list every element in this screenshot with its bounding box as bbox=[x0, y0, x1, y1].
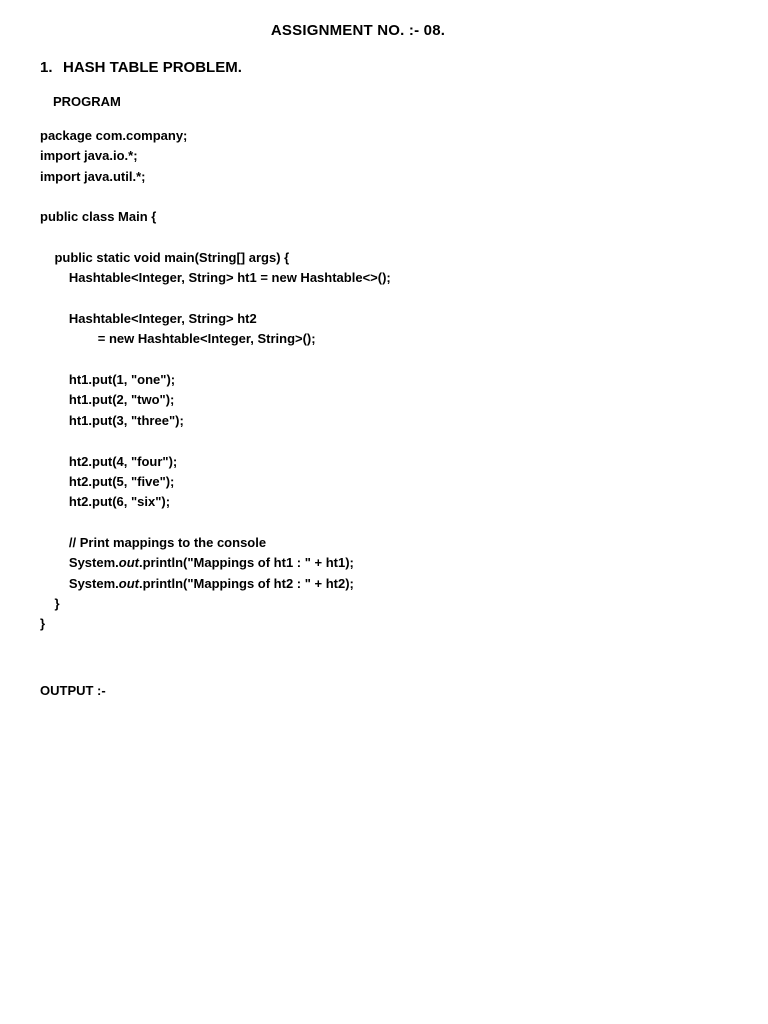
code-line: System.out.println("Mappings of ht2 : " + ht2); bbox=[40, 575, 354, 591]
code-line: ht1.put(1, "one"); bbox=[40, 372, 176, 388]
code-block bbox=[40, 126, 720, 635]
code-line: Hashtable<Integer, String> ht2 bbox=[40, 311, 257, 327]
section-heading-text: HASH TABLE PROBLEM. bbox=[63, 59, 242, 76]
code-line bbox=[40, 289, 720, 309]
code-line bbox=[40, 431, 720, 451]
code-line: System.out.println("Mappings of ht1 : " + ht1); bbox=[40, 555, 354, 571]
output-label: OUTPUT :- bbox=[40, 683, 106, 698]
static-field-out: out bbox=[118, 575, 139, 591]
code-line bbox=[40, 187, 720, 207]
code-line: = new Hashtable<Integer, String>(); bbox=[40, 331, 316, 347]
code-line: import java.util.*; bbox=[40, 168, 146, 184]
program-label: PROGRAM bbox=[53, 94, 121, 109]
code-line: // Print mappings to the console bbox=[40, 534, 267, 550]
code-line bbox=[40, 228, 720, 248]
code-line: import java.io.*; bbox=[40, 148, 138, 164]
code-line: public static void main(String[] args) { bbox=[40, 250, 290, 266]
code-line: } bbox=[40, 616, 46, 632]
code-line: ht1.put(3, "three"); bbox=[40, 412, 184, 428]
code-line: Hashtable<Integer, String> ht1 = new Hashtable<>(); bbox=[40, 270, 391, 286]
static-field-out: out bbox=[118, 555, 139, 571]
code-line: ht1.put(2, "two"); bbox=[40, 392, 175, 408]
code-line bbox=[40, 513, 720, 533]
section-number: 1. bbox=[40, 59, 53, 76]
code-line bbox=[40, 350, 720, 370]
code-line: } bbox=[40, 595, 60, 611]
assignment-title: ASSIGNMENT NO. :- 08. bbox=[270, 22, 446, 39]
code-line: public class Main { bbox=[40, 209, 157, 225]
code-line: ht2.put(6, "six"); bbox=[40, 494, 171, 510]
code-line: ht2.put(4, "four"); bbox=[40, 453, 178, 469]
section-heading bbox=[40, 59, 242, 76]
code-line: ht2.put(5, "five"); bbox=[40, 473, 175, 489]
code-line: package com.company; bbox=[40, 128, 188, 143]
